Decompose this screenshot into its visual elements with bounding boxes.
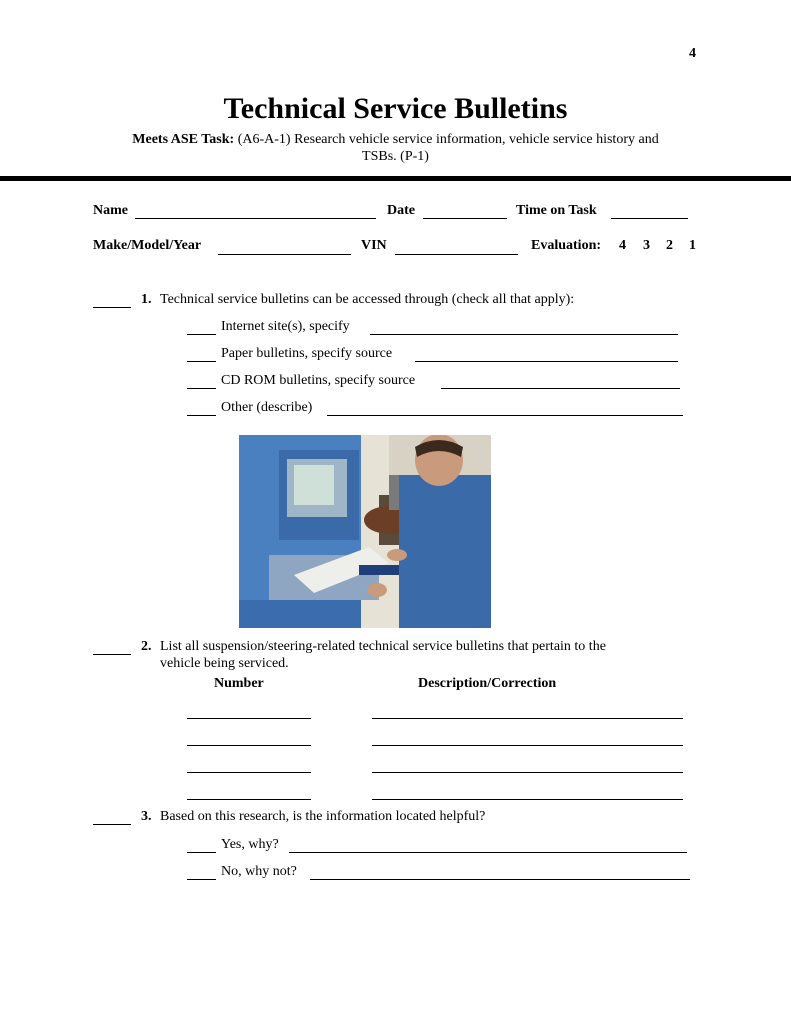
q1-option-check[interactable] — [187, 388, 216, 389]
q1-option-check[interactable] — [187, 334, 216, 335]
q1-option-field[interactable] — [370, 334, 678, 335]
q1-check-blank[interactable] — [93, 307, 131, 308]
bulletin-description-field[interactable] — [372, 772, 683, 773]
q1-option-field[interactable] — [327, 415, 683, 416]
page-title: Technical Service Bulletins — [223, 92, 568, 125]
q3-no-check[interactable] — [187, 879, 216, 880]
q1-text: Technical service bulletins can be accessed through (check all that apply): — [160, 292, 575, 307]
vin-label: VIN — [361, 238, 387, 253]
evaluation-score-4[interactable]: 4 — [619, 238, 626, 253]
name-field[interactable] — [135, 218, 376, 219]
q3-no-field[interactable] — [310, 879, 690, 880]
time-on-task-field[interactable] — [611, 218, 688, 219]
time-on-task-label: Time on Task — [516, 203, 597, 218]
q1-option-label: Paper bulletins, specify source — [221, 346, 393, 361]
bulletin-description-field[interactable] — [372, 718, 683, 719]
q2-text-1: List all suspension/steering-related technical service bulletins that pertain to the — [160, 639, 606, 654]
q3-yes-check[interactable] — [187, 852, 216, 853]
name-label: Name — [93, 203, 128, 218]
date-label: Date — [387, 203, 415, 218]
bulletin-number-column-header: Number — [214, 676, 264, 691]
q1-number: 1. — [141, 292, 152, 307]
q3-check-blank[interactable] — [93, 824, 131, 825]
bulletin-description-field[interactable] — [372, 745, 683, 746]
bulletin-number-field[interactable] — [187, 718, 311, 719]
q3-yes-field[interactable] — [289, 852, 687, 853]
evaluation-score-1[interactable]: 1 — [689, 238, 696, 253]
page-number: 4 — [689, 46, 696, 61]
bulletin-number-field[interactable] — [187, 772, 311, 773]
technician-computer-photo — [239, 435, 491, 628]
q3-yes-label: Yes, why? — [221, 837, 279, 852]
technician-photo-illustration — [239, 435, 491, 628]
date-field[interactable] — [423, 218, 507, 219]
q3-text: Based on this research, is the information located helpful? — [160, 809, 486, 824]
vin-field[interactable] — [395, 254, 518, 255]
evaluation-label: Evaluation: — [531, 238, 602, 253]
ase-task-text-2: TSBs. (P-1) — [362, 149, 429, 164]
bulletin-description-column-header: Description/Correction — [418, 676, 557, 691]
bulletin-number-field[interactable] — [187, 799, 311, 800]
ase-task-prefix: Meets ASE Task: — [132, 132, 235, 147]
make-model-year-label: Make/Model/Year — [93, 238, 202, 253]
ase-task-text-1: (A6-A-1) Research vehicle service information, vehicle service history and — [234, 132, 659, 147]
header-divider — [0, 176, 791, 181]
q1-option-check[interactable] — [187, 415, 216, 416]
q1-option-check[interactable] — [187, 361, 216, 362]
bulletin-description-field[interactable] — [372, 799, 683, 800]
q2-number: 2. — [141, 639, 152, 654]
evaluation-score-2[interactable]: 2 — [666, 238, 673, 253]
q1-option-field[interactable] — [441, 388, 680, 389]
q1-option-label: Internet site(s), specify — [221, 319, 350, 334]
q1-option-label: CD ROM bulletins, specify source — [221, 373, 416, 388]
q3-no-label: No, why not? — [221, 864, 297, 879]
ase-task-subtitle — [90, 131, 701, 165]
q2-text-2: vehicle being serviced. — [160, 656, 289, 671]
q3-number: 3. — [141, 809, 152, 824]
q2-check-blank[interactable] — [93, 654, 131, 655]
evaluation-score-3[interactable]: 3 — [643, 238, 650, 253]
q1-option-field[interactable] — [415, 361, 678, 362]
bulletin-number-field[interactable] — [187, 745, 311, 746]
q1-option-label: Other (describe) — [221, 400, 313, 415]
make-model-year-field[interactable] — [218, 254, 351, 255]
